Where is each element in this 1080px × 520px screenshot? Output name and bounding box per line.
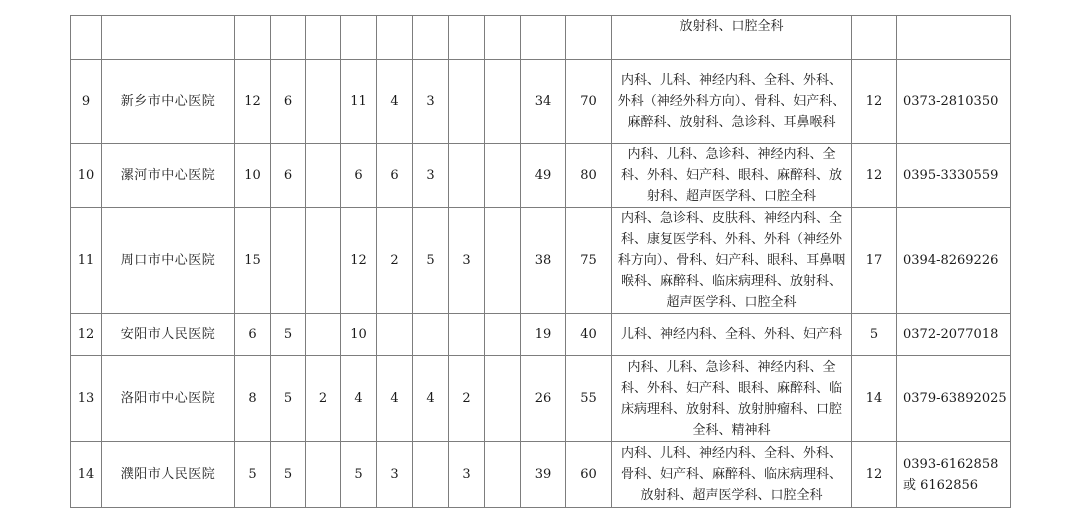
count-cell: 5 [852, 314, 897, 356]
quota-cell: 4 [413, 356, 449, 442]
quota-cell [485, 314, 521, 356]
quota-cell: 6 [341, 144, 377, 208]
quota-cell [521, 16, 566, 60]
table-row [71, 60, 1011, 144]
quota-cell [485, 60, 521, 144]
phone-cell: 0373-2810350 [897, 60, 1011, 144]
quota-cell [306, 314, 341, 356]
quota-cell: 55 [566, 356, 612, 442]
quota-cell: 2 [377, 208, 413, 314]
quota-cell: 5 [235, 442, 271, 508]
table-row [71, 144, 1011, 208]
quota-cell: 38 [521, 208, 566, 314]
quota-cell [485, 144, 521, 208]
phone-cell: 0394-8269226 [897, 208, 1011, 314]
quota-cell [413, 16, 449, 60]
quota-cell: 8 [235, 356, 271, 442]
quota-cell [485, 442, 521, 508]
quota-cell: 2 [449, 356, 485, 442]
quota-cell [449, 314, 485, 356]
quota-cell [271, 208, 306, 314]
quota-cell: 5 [271, 314, 306, 356]
table-row [71, 442, 1011, 508]
quota-cell [449, 144, 485, 208]
quota-cell: 4 [377, 60, 413, 144]
row-number: 11 [71, 208, 102, 314]
quota-cell [306, 16, 341, 60]
quota-cell: 3 [413, 144, 449, 208]
quota-cell: 70 [566, 60, 612, 144]
departments-cell: 内科、儿科、急诊科、神经内科、全科、外科、妇产科、眼科、麻醉科、放射科、超声医学科、口腔全科 [612, 144, 852, 208]
quota-cell [449, 60, 485, 144]
count-cell: 12 [852, 60, 897, 144]
hospital-name: 漯河市中心医院 [102, 144, 235, 208]
quota-cell: 12 [235, 60, 271, 144]
quota-cell [485, 208, 521, 314]
quota-cell: 40 [566, 314, 612, 356]
quota-cell: 15 [235, 208, 271, 314]
row-number: 13 [71, 356, 102, 442]
quota-cell: 3 [449, 208, 485, 314]
quota-cell [377, 16, 413, 60]
quota-cell: 26 [521, 356, 566, 442]
row-number: 9 [71, 60, 102, 144]
quota-cell [271, 16, 306, 60]
quota-cell [413, 442, 449, 508]
phone-cell: 0379-63892025 [897, 356, 1011, 442]
table-row [71, 356, 1011, 442]
quota-cell: 3 [449, 442, 485, 508]
quota-cell: 19 [521, 314, 566, 356]
quota-cell: 5 [271, 356, 306, 442]
quota-cell [566, 16, 612, 60]
quota-cell: 80 [566, 144, 612, 208]
quota-cell [485, 356, 521, 442]
quota-cell: 34 [521, 60, 566, 144]
count-cell [852, 16, 897, 60]
hospital-name: 安阳市人民医院 [102, 314, 235, 356]
quota-cell: 60 [566, 442, 612, 508]
quota-cell: 6 [235, 314, 271, 356]
quota-cell: 4 [341, 356, 377, 442]
quota-cell: 10 [341, 314, 377, 356]
quota-cell [413, 314, 449, 356]
quota-cell: 4 [377, 356, 413, 442]
departments-cell: 儿科、神经内科、全科、外科、妇产科 [612, 314, 852, 356]
quota-cell: 39 [521, 442, 566, 508]
hospital-name: 濮阳市人民医院 [102, 442, 235, 508]
quota-cell: 11 [341, 60, 377, 144]
departments-cell: 内科、儿科、神经内科、全科、外科、骨科、妇产科、麻醉科、临床病理科、放射科、超声医学科、口腔全科 [612, 442, 852, 508]
quota-cell: 5 [413, 208, 449, 314]
quota-cell [449, 16, 485, 60]
phone-cell: 0393-6162858 或 6162856 [897, 442, 1011, 508]
quota-cell: 5 [341, 442, 377, 508]
departments-cell: 内科、儿科、神经内科、全科、外科、外科（神经外科方向）、骨科、妇产科、麻醉科、放射科、急诊科、耳鼻喉科 [612, 60, 852, 144]
hospital-name: 周口市中心医院 [102, 208, 235, 314]
quota-cell [306, 144, 341, 208]
count-cell: 12 [852, 442, 897, 508]
table-row [71, 208, 1011, 314]
hospital-table [70, 15, 1011, 508]
quota-cell: 3 [377, 442, 413, 508]
row-number [71, 16, 102, 60]
quota-cell: 12 [341, 208, 377, 314]
quota-cell [235, 16, 271, 60]
quota-cell: 3 [413, 60, 449, 144]
quota-cell: 6 [271, 60, 306, 144]
quota-cell: 49 [521, 144, 566, 208]
quota-cell: 6 [271, 144, 306, 208]
quota-cell [306, 208, 341, 314]
quota-cell: 6 [377, 144, 413, 208]
quota-cell [341, 16, 377, 60]
departments-cell: 内科、急诊科、皮肤科、神经内科、全科、康复医学科、外科、外科（神经外科方向）、骨科、妇产科、眼科、耳鼻咽喉科、麻醉科、临床病理科、放射科、超声医学科、口腔全科 [612, 208, 852, 314]
phone-cell: 0395-3330559 [897, 144, 1011, 208]
count-cell: 14 [852, 356, 897, 442]
hospital-name [102, 16, 235, 60]
row-number: 10 [71, 144, 102, 208]
table-row [71, 16, 1011, 60]
quota-cell [306, 60, 341, 144]
phone-cell [897, 16, 1011, 60]
hospital-name: 新乡市中心医院 [102, 60, 235, 144]
table-row [71, 314, 1011, 356]
departments-cell: 放射科、口腔全科 [612, 16, 852, 60]
quota-cell: 75 [566, 208, 612, 314]
quota-cell: 10 [235, 144, 271, 208]
quota-cell [485, 16, 521, 60]
hospital-name: 洛阳市中心医院 [102, 356, 235, 442]
count-cell: 12 [852, 144, 897, 208]
phone-cell: 0372-2077018 [897, 314, 1011, 356]
departments-cell: 内科、儿科、急诊科、神经内科、全科、外科、妇产科、眼科、麻醉科、临床病理科、放射科、放射肿瘤科、口腔全科、精神科 [612, 356, 852, 442]
count-cell: 17 [852, 208, 897, 314]
row-number: 12 [71, 314, 102, 356]
quota-cell: 2 [306, 356, 341, 442]
quota-cell [306, 442, 341, 508]
quota-cell: 5 [271, 442, 306, 508]
quota-cell [377, 314, 413, 356]
row-number: 14 [71, 442, 102, 508]
